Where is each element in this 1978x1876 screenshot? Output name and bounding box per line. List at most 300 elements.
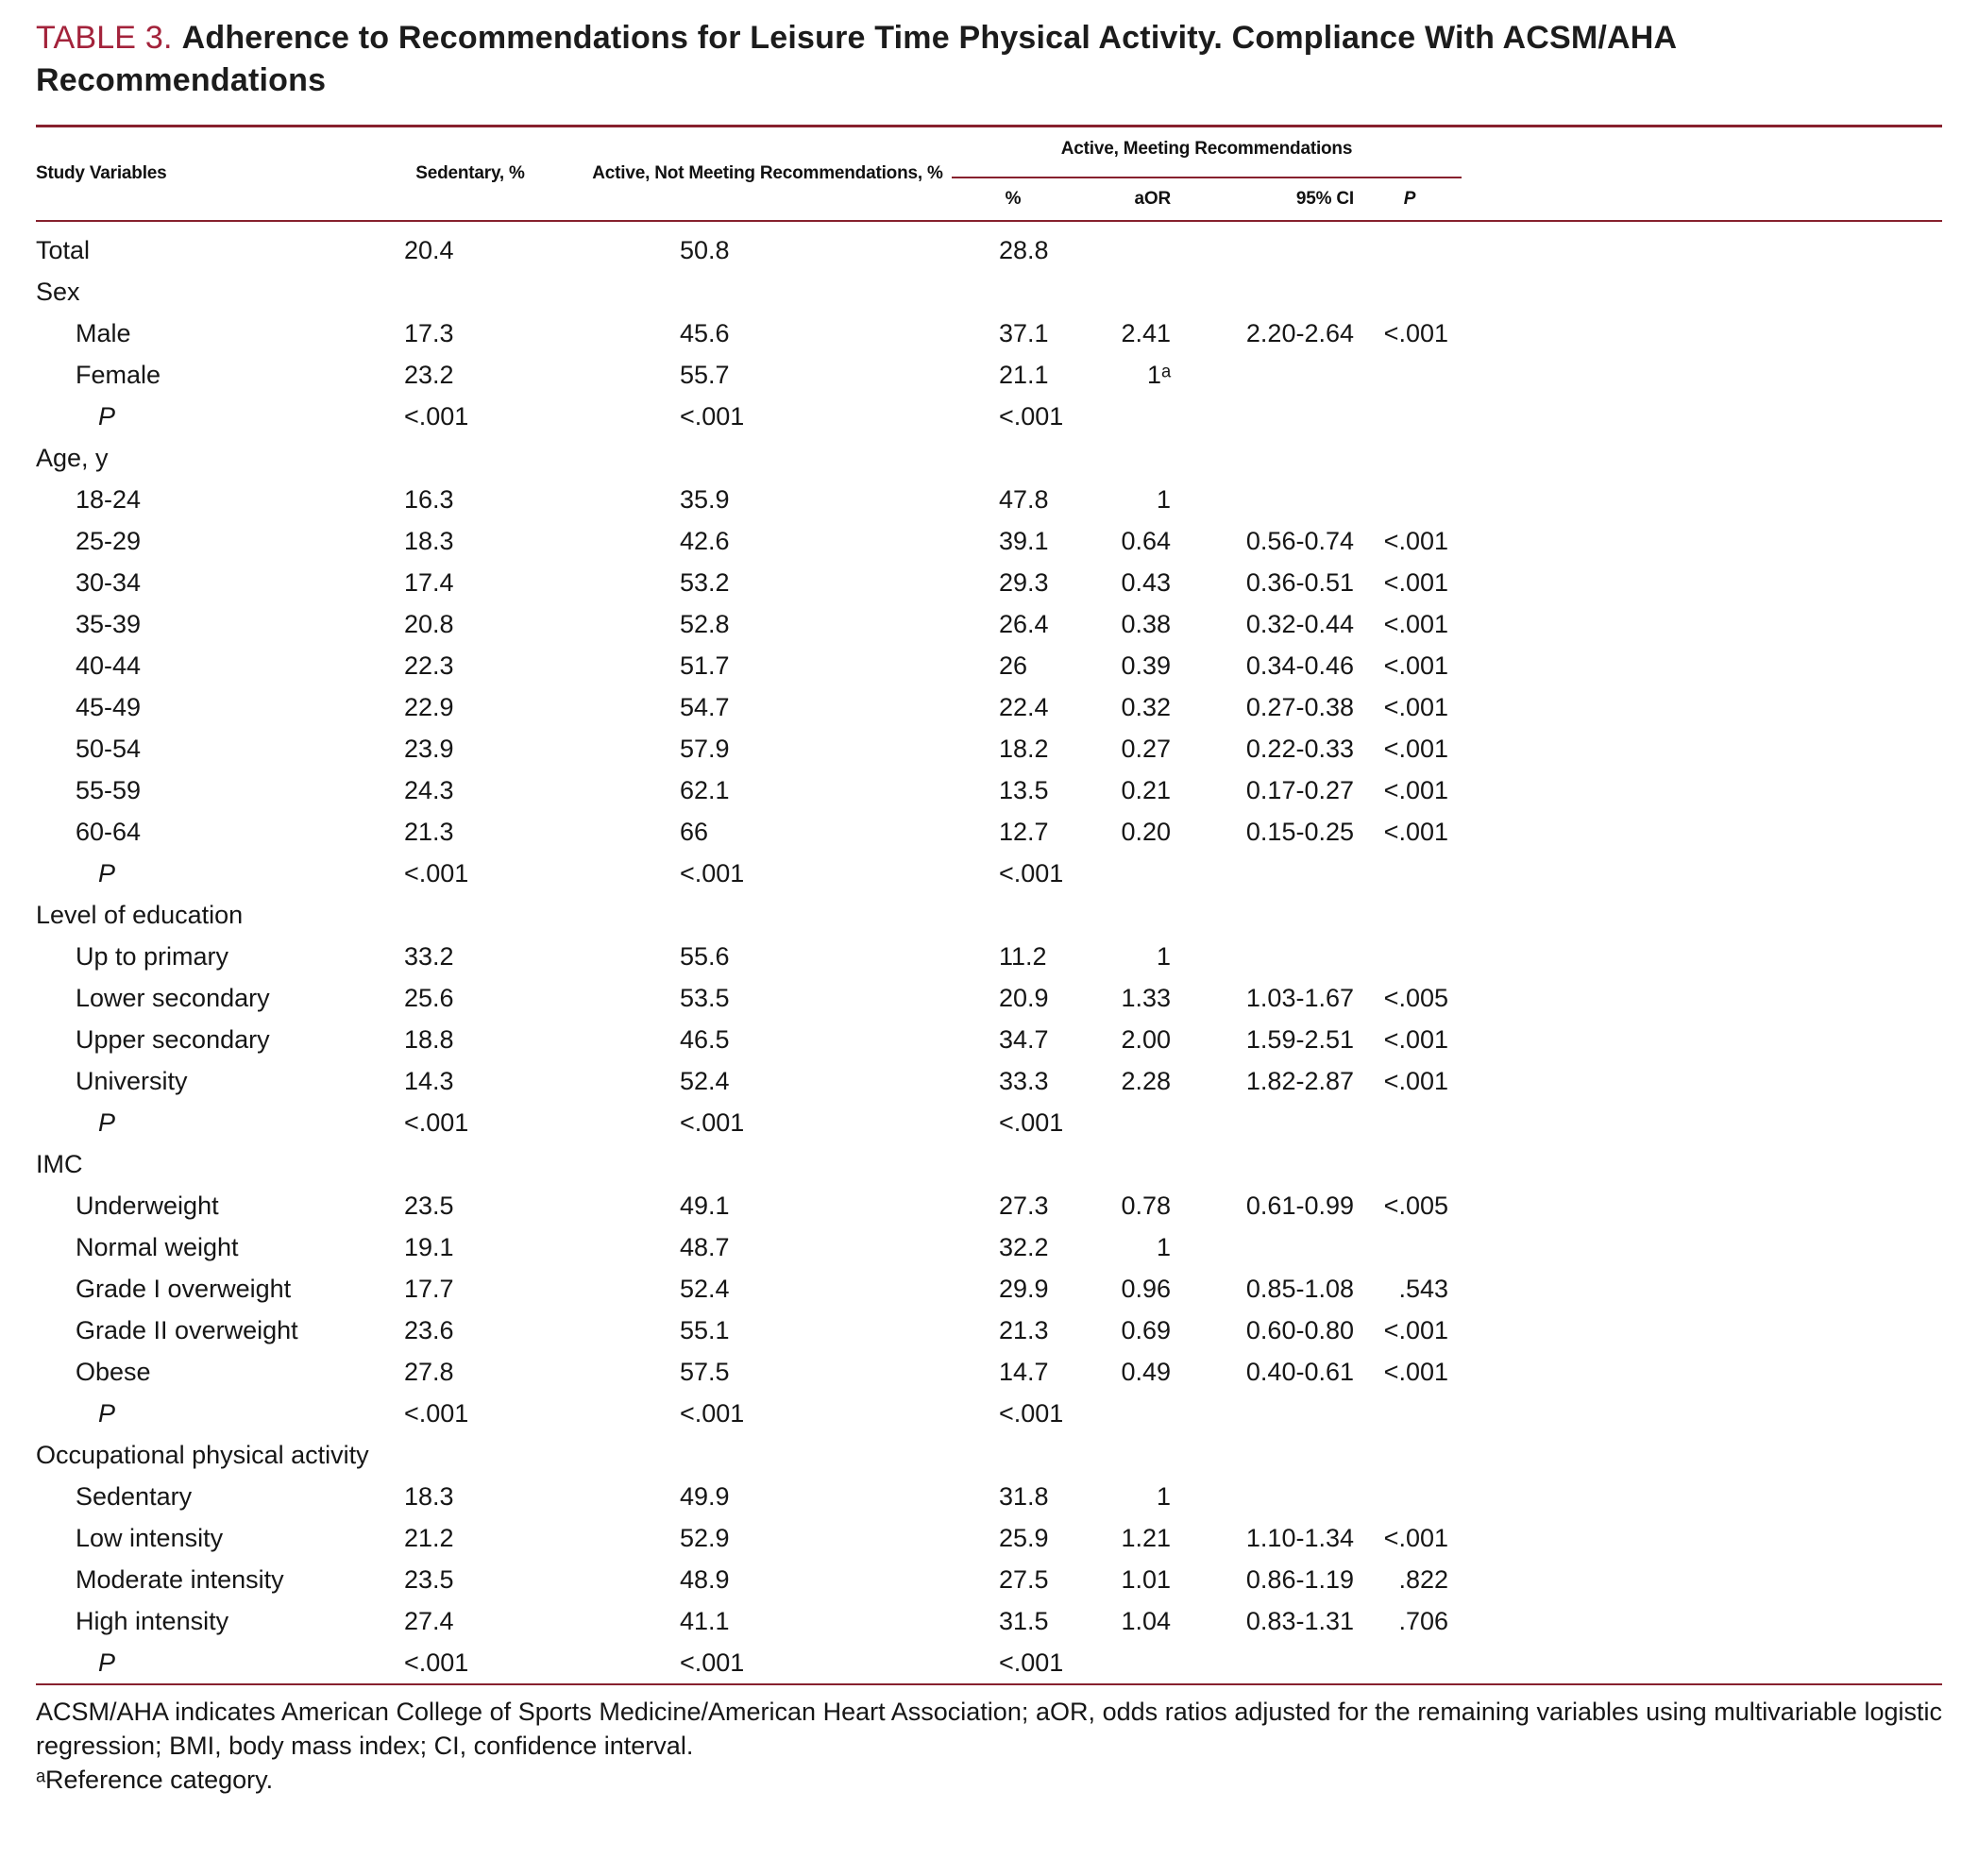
table-row [36, 1642, 1942, 1684]
cell-ci: 0.34-0.46 [1245, 651, 1354, 680]
cell-aor [1074, 853, 1178, 894]
cell-ci: 0.15-0.25 [1245, 817, 1354, 846]
cell-active-not-meeting: 53.5 [680, 983, 730, 1012]
cell-sedentary: 17.4 [404, 567, 454, 597]
cell-aor: 0.21 [1121, 775, 1171, 804]
cell-aor: 0.38 [1121, 609, 1171, 638]
cell-meeting-percent: 28.8 [999, 235, 1049, 264]
row-label: Level of education [36, 900, 244, 929]
cell-p-value [1358, 1226, 1462, 1268]
row-label: 55-59 [76, 775, 142, 804]
cell-sedentary [357, 271, 583, 313]
spacer-cell [1462, 1102, 1942, 1143]
footnote-abbreviations: ACSM/AHA indicates American College of Sports Medicine/American Heart Association; aOR, odds ratios adjusted for the remaining variables using multivariable logistic regression; BMI, body mass index; CI, confidence interval. [36, 1697, 1942, 1760]
cell-active-not-meeting: 53.2 [680, 567, 730, 597]
cell-sedentary: 20.4 [404, 235, 454, 264]
cell-active-not-meeting: 50.8 [680, 235, 730, 264]
cell-meeting-percent [952, 437, 1074, 479]
cell-aor [1074, 271, 1178, 313]
table-body [36, 221, 1942, 1684]
cell-sedentary: 27.8 [404, 1357, 454, 1386]
row-label: Female [76, 360, 161, 389]
cell-active-not-meeting: 55.7 [680, 360, 730, 389]
table-row [36, 1476, 1942, 1517]
cell-active-not-meeting [583, 271, 952, 313]
table-row [36, 1268, 1942, 1310]
table-row [36, 520, 1942, 562]
cell-aor: 1 [1156, 484, 1171, 514]
cell-ci: 0.61-0.99 [1245, 1191, 1354, 1220]
spacer-cell [1462, 479, 1942, 520]
cell-active-not-meeting: 45.6 [680, 318, 730, 347]
table-row [36, 1143, 1942, 1185]
table-title-text: Adherence to Recommendations for Leisure Time Physical Activity. Compliance With ACSM/AHA Recommendations [36, 20, 1677, 98]
table-row [36, 1559, 1942, 1600]
spacer-cell [1462, 396, 1942, 437]
spacer-cell [1462, 686, 1942, 728]
cell-active-not-meeting: 49.1 [680, 1191, 730, 1220]
cell-active-not-meeting: 52.4 [680, 1274, 730, 1303]
cell-sedentary: 22.9 [404, 692, 454, 721]
cell-p-value [1358, 1143, 1462, 1185]
cell-active-not-meeting: 48.7 [680, 1232, 730, 1261]
row-label: IMC [36, 1149, 83, 1178]
row-label: P [98, 1398, 116, 1428]
cell-aor: 0.64 [1121, 526, 1171, 555]
cell-ci [1178, 853, 1358, 894]
cell-sedentary [357, 1143, 583, 1185]
row-label: University [76, 1066, 188, 1095]
cell-p-value: <.001 [1383, 1024, 1448, 1054]
cell-sedentary: 23.5 [404, 1564, 454, 1594]
cell-sedentary: 14.3 [404, 1066, 454, 1095]
spacer-header [1462, 127, 1942, 221]
table-row [36, 437, 1942, 479]
cell-aor: 0.20 [1121, 817, 1171, 846]
row-label: High intensity [76, 1606, 229, 1635]
spacer-cell [1462, 313, 1942, 354]
cell-meeting-percent: <.001 [999, 401, 1064, 431]
cell-ci: 1.82-2.87 [1245, 1066, 1354, 1095]
cell-ci [1178, 221, 1358, 271]
cell-ci: 0.17-0.27 [1245, 775, 1354, 804]
row-label: P [98, 1107, 116, 1137]
cell-p-value: .543 [1398, 1274, 1448, 1303]
cell-aor: 1 [1156, 1232, 1171, 1261]
cell-p-value [1358, 894, 1462, 936]
cell-meeting-percent: 31.5 [999, 1606, 1049, 1635]
table-row [36, 769, 1942, 811]
table-row [36, 562, 1942, 603]
cell-sedentary: 19.1 [404, 1232, 454, 1261]
cell-ci [1178, 1476, 1358, 1517]
cell-ci [1178, 1226, 1358, 1268]
spacer-cell [1462, 1393, 1942, 1434]
col-header-ci: 95% CI [1178, 177, 1358, 221]
row-label: Grade I overweight [76, 1274, 292, 1303]
cell-p-value: <.001 [1383, 1315, 1448, 1344]
data-table [36, 125, 1942, 1685]
cell-sedentary [357, 1434, 583, 1476]
table-row [36, 221, 1942, 271]
cell-meeting-percent: 21.3 [999, 1315, 1049, 1344]
table-row [36, 396, 1942, 437]
row-label: 18-24 [76, 484, 142, 514]
table-row [36, 894, 1942, 936]
cell-p-value: <.005 [1383, 983, 1448, 1012]
cell-sedentary: 18.3 [404, 526, 454, 555]
spacer-cell [1462, 354, 1942, 396]
cell-meeting-percent: 11.2 [999, 941, 1047, 971]
cell-ci: 2.20-2.64 [1245, 318, 1354, 347]
cell-meeting-percent: 29.9 [999, 1274, 1049, 1303]
table-footnotes [36, 1695, 1942, 1797]
cell-aor: 0.32 [1121, 692, 1171, 721]
row-label: 25-29 [76, 526, 142, 555]
table-row [36, 853, 1942, 894]
cell-ci [1178, 1102, 1358, 1143]
row-label: P [98, 401, 116, 431]
spacer-cell [1462, 437, 1942, 479]
cell-p-value [1358, 271, 1462, 313]
cell-active-not-meeting: 57.9 [680, 734, 730, 763]
spacer-cell [1462, 603, 1942, 645]
col-header-p-value: P [1358, 177, 1462, 221]
cell-active-not-meeting: 49.9 [680, 1481, 730, 1511]
cell-meeting-percent [952, 1434, 1074, 1476]
cell-meeting-percent: 37.1 [999, 318, 1049, 347]
table-row [36, 936, 1942, 977]
cell-sedentary: 20.8 [404, 609, 454, 638]
cell-active-not-meeting: 52.9 [680, 1523, 730, 1552]
cell-ci [1178, 271, 1358, 313]
row-label: Male [76, 318, 131, 347]
row-label: Normal weight [76, 1232, 239, 1261]
cell-sedentary: <.001 [404, 1107, 469, 1137]
cell-meeting-percent: 47.8 [999, 484, 1049, 514]
cell-aor [1074, 396, 1178, 437]
cell-p-value [1358, 354, 1462, 396]
cell-aor [1074, 1434, 1178, 1476]
cell-meeting-percent: 25.9 [999, 1523, 1049, 1552]
cell-active-not-meeting: <.001 [680, 858, 745, 887]
row-label: 60-64 [76, 817, 142, 846]
row-label: Age, y [36, 443, 109, 472]
cell-meeting-percent: 14.7 [999, 1357, 1049, 1386]
row-label: Sedentary [76, 1481, 193, 1511]
spacer-cell [1462, 1019, 1942, 1060]
table-row [36, 1600, 1942, 1642]
cell-ci: 0.22-0.33 [1245, 734, 1354, 763]
cell-sedentary: <.001 [404, 1398, 469, 1428]
cell-active-not-meeting [583, 894, 952, 936]
cell-active-not-meeting: 35.9 [680, 484, 730, 514]
table-row [36, 1434, 1942, 1476]
cell-ci: 0.40-0.61 [1245, 1357, 1354, 1386]
cell-aor [1074, 1642, 1178, 1684]
cell-active-not-meeting: 62.1 [680, 775, 730, 804]
row-label: 30-34 [76, 567, 142, 597]
spacer-cell [1462, 1434, 1942, 1476]
cell-active-not-meeting: 42.6 [680, 526, 730, 555]
cell-p-value [1358, 1642, 1462, 1684]
cell-ci: 0.85-1.08 [1245, 1274, 1354, 1303]
cell-sedentary: 24.3 [404, 775, 454, 804]
col-header-active-meeting-group: Active, Meeting Recommendations [952, 127, 1462, 177]
cell-p-value: <.001 [1383, 734, 1448, 763]
col-header-study-variables: Study Variables [36, 127, 357, 221]
cell-sedentary: 23.2 [404, 360, 454, 389]
cell-sedentary: <.001 [404, 858, 469, 887]
table-row [36, 686, 1942, 728]
cell-sedentary: 33.2 [404, 941, 454, 971]
cell-aor [1074, 1143, 1178, 1185]
table-row [36, 645, 1942, 686]
cell-active-not-meeting: <.001 [680, 1107, 745, 1137]
cell-aor: 1ᵃ [1146, 360, 1171, 389]
col-header-sedentary: Sedentary, % [357, 127, 583, 221]
table-row [36, 977, 1942, 1019]
cell-active-not-meeting [583, 1434, 952, 1476]
cell-p-value: <.001 [1383, 651, 1448, 680]
cell-active-not-meeting: 51.7 [680, 651, 730, 680]
cell-sedentary: <.001 [404, 401, 469, 431]
row-label: Lower secondary [76, 983, 270, 1012]
cell-ci: 1.59-2.51 [1245, 1024, 1354, 1054]
cell-ci [1178, 1143, 1358, 1185]
cell-aor: 2.28 [1121, 1066, 1171, 1095]
table-row [36, 354, 1942, 396]
cell-ci [1178, 396, 1358, 437]
cell-p-value [1358, 1393, 1462, 1434]
cell-ci: 1.03-1.67 [1245, 983, 1354, 1012]
cell-ci: 1.10-1.34 [1245, 1523, 1354, 1552]
col-header-meeting-percent: % [952, 177, 1074, 221]
row-label: Grade II overweight [76, 1315, 298, 1344]
cell-ci [1178, 894, 1358, 936]
table-number-label: TABLE 3. [36, 20, 173, 56]
table-title [36, 17, 1942, 102]
cell-p-value: <.005 [1383, 1191, 1448, 1220]
cell-aor: 0.43 [1121, 567, 1171, 597]
cell-sedentary [357, 894, 583, 936]
cell-active-not-meeting: 66 [680, 817, 709, 846]
cell-meeting-percent: 27.3 [999, 1191, 1049, 1220]
row-label: 35-39 [76, 609, 142, 638]
cell-aor: 0.27 [1121, 734, 1171, 763]
cell-ci [1178, 936, 1358, 977]
cell-ci [1178, 437, 1358, 479]
cell-active-not-meeting: <.001 [680, 401, 745, 431]
cell-p-value [1358, 479, 1462, 520]
cell-meeting-percent: 26.4 [999, 609, 1049, 638]
cell-aor: 1.21 [1121, 1523, 1171, 1552]
cell-aor: 2.41 [1121, 318, 1171, 347]
row-label: 50-54 [76, 734, 142, 763]
table-row [36, 1226, 1942, 1268]
cell-aor [1074, 1393, 1178, 1434]
spacer-cell [1462, 562, 1942, 603]
cell-p-value [1358, 1476, 1462, 1517]
cell-sedentary [357, 437, 583, 479]
cell-meeting-percent [952, 1143, 1074, 1185]
cell-active-not-meeting: 54.7 [680, 692, 730, 721]
row-label: Occupational physical activity [36, 1440, 369, 1469]
spacer-cell [1462, 520, 1942, 562]
spacer-cell [1462, 936, 1942, 977]
table-row [36, 728, 1942, 769]
header-row-spanner [36, 127, 1942, 177]
table-row [36, 1310, 1942, 1351]
spacer-cell [1462, 811, 1942, 853]
cell-meeting-percent: 20.9 [999, 983, 1049, 1012]
spacer-cell [1462, 1642, 1942, 1684]
cell-p-value: <.001 [1383, 318, 1448, 347]
cell-active-not-meeting: 55.1 [680, 1315, 730, 1344]
table-row [36, 1393, 1942, 1434]
spacer-cell [1462, 221, 1942, 271]
cell-active-not-meeting: 48.9 [680, 1564, 730, 1594]
cell-meeting-percent: <.001 [999, 1107, 1064, 1137]
cell-meeting-percent: <.001 [999, 858, 1064, 887]
table-row [36, 1517, 1942, 1559]
cell-aor: 0.96 [1121, 1274, 1171, 1303]
spacer-cell [1462, 1143, 1942, 1185]
cell-sedentary: <.001 [404, 1648, 469, 1677]
spacer-cell [1462, 977, 1942, 1019]
cell-meeting-percent [952, 894, 1074, 936]
row-label: Underweight [76, 1191, 219, 1220]
cell-ci: 0.60-0.80 [1245, 1315, 1354, 1344]
cell-sedentary: 23.9 [404, 734, 454, 763]
spacer-cell [1462, 645, 1942, 686]
cell-p-value [1358, 396, 1462, 437]
cell-meeting-percent: 26 [999, 651, 1028, 680]
cell-meeting-percent: 33.3 [999, 1066, 1049, 1095]
cell-meeting-percent: 32.2 [999, 1232, 1049, 1261]
cell-aor [1074, 1102, 1178, 1143]
cell-sedentary: 25.6 [404, 983, 454, 1012]
spacer-cell [1462, 894, 1942, 936]
table-row [36, 1060, 1942, 1102]
table-row [36, 603, 1942, 645]
cell-meeting-percent: 21.1 [999, 360, 1049, 389]
cell-meeting-percent: 31.8 [999, 1481, 1049, 1511]
footnote-reference-category: ᵃReference category. [36, 1765, 274, 1794]
spacer-cell [1462, 1268, 1942, 1310]
cell-sedentary: 17.7 [404, 1274, 454, 1303]
spacer-cell [1462, 1600, 1942, 1642]
cell-p-value: <.001 [1383, 775, 1448, 804]
table-row [36, 1185, 1942, 1226]
spacer-cell [1462, 1476, 1942, 1517]
cell-aor: 0.69 [1121, 1315, 1171, 1344]
cell-active-not-meeting: 57.5 [680, 1357, 730, 1386]
cell-ci [1178, 1434, 1358, 1476]
spacer-cell [1462, 1060, 1942, 1102]
row-label: Upper secondary [76, 1024, 270, 1054]
cell-ci [1178, 1642, 1358, 1684]
cell-ci [1178, 1393, 1358, 1434]
table-row [36, 1351, 1942, 1393]
cell-aor: 0.39 [1121, 651, 1171, 680]
cell-aor [1074, 894, 1178, 936]
row-label: 45-49 [76, 692, 142, 721]
cell-p-value: .706 [1398, 1606, 1448, 1635]
cell-p-value [1358, 221, 1462, 271]
cell-p-value: <.001 [1383, 1066, 1448, 1095]
cell-sedentary: 23.5 [404, 1191, 454, 1220]
cell-active-not-meeting [583, 437, 952, 479]
cell-meeting-percent: 39.1 [999, 526, 1049, 555]
spacer-cell [1462, 1226, 1942, 1268]
cell-active-not-meeting: 52.8 [680, 609, 730, 638]
spacer-cell [1462, 728, 1942, 769]
spacer-cell [1462, 1517, 1942, 1559]
cell-ci: 0.27-0.38 [1245, 692, 1354, 721]
cell-sedentary: 22.3 [404, 651, 454, 680]
table-row [36, 1019, 1942, 1060]
cell-sedentary: 21.2 [404, 1523, 454, 1552]
cell-active-not-meeting: 41.1 [680, 1606, 730, 1635]
cell-p-value [1358, 853, 1462, 894]
spacer-cell [1462, 1351, 1942, 1393]
cell-ci: 0.56-0.74 [1245, 526, 1354, 555]
cell-p-value [1358, 1102, 1462, 1143]
spacer-cell [1462, 271, 1942, 313]
cell-active-not-meeting: 46.5 [680, 1024, 730, 1054]
cell-sedentary: 18.3 [404, 1481, 454, 1511]
cell-p-value: <.001 [1383, 526, 1448, 555]
cell-active-not-meeting [583, 1143, 952, 1185]
cell-aor [1074, 221, 1178, 271]
cell-p-value: <.001 [1383, 609, 1448, 638]
cell-sedentary: 16.3 [404, 484, 454, 514]
cell-meeting-percent: 29.3 [999, 567, 1049, 597]
cell-active-not-meeting: 52.4 [680, 1066, 730, 1095]
spacer-cell [1462, 1310, 1942, 1351]
cell-active-not-meeting: <.001 [680, 1398, 745, 1428]
spacer-cell [1462, 1185, 1942, 1226]
cell-meeting-percent: <.001 [999, 1648, 1064, 1677]
cell-ci: 0.36-0.51 [1245, 567, 1354, 597]
cell-meeting-percent: 12.7 [999, 817, 1049, 846]
cell-ci [1178, 354, 1358, 396]
spacer-cell [1462, 1559, 1942, 1600]
row-label: P [98, 858, 116, 887]
cell-p-value: <.001 [1383, 692, 1448, 721]
table-row [36, 271, 1942, 313]
row-label: P [98, 1648, 116, 1677]
col-header-aor: aOR [1074, 177, 1178, 221]
row-label: Sex [36, 277, 80, 306]
cell-aor: 0.49 [1121, 1357, 1171, 1386]
cell-p-value: <.001 [1383, 817, 1448, 846]
cell-p-value [1358, 936, 1462, 977]
cell-p-value [1358, 1434, 1462, 1476]
cell-sedentary: 18.8 [404, 1024, 454, 1054]
cell-aor: 1 [1156, 941, 1171, 971]
cell-aor: 1.33 [1121, 983, 1171, 1012]
cell-aor: 2.00 [1121, 1024, 1171, 1054]
cell-sedentary: 27.4 [404, 1606, 454, 1635]
cell-meeting-percent: 22.4 [999, 692, 1049, 721]
cell-p-value: .822 [1398, 1564, 1448, 1594]
cell-ci: 0.32-0.44 [1245, 609, 1354, 638]
cell-p-value [1358, 437, 1462, 479]
cell-p-value: <.001 [1383, 1357, 1448, 1386]
cell-sedentary: 17.3 [404, 318, 454, 347]
